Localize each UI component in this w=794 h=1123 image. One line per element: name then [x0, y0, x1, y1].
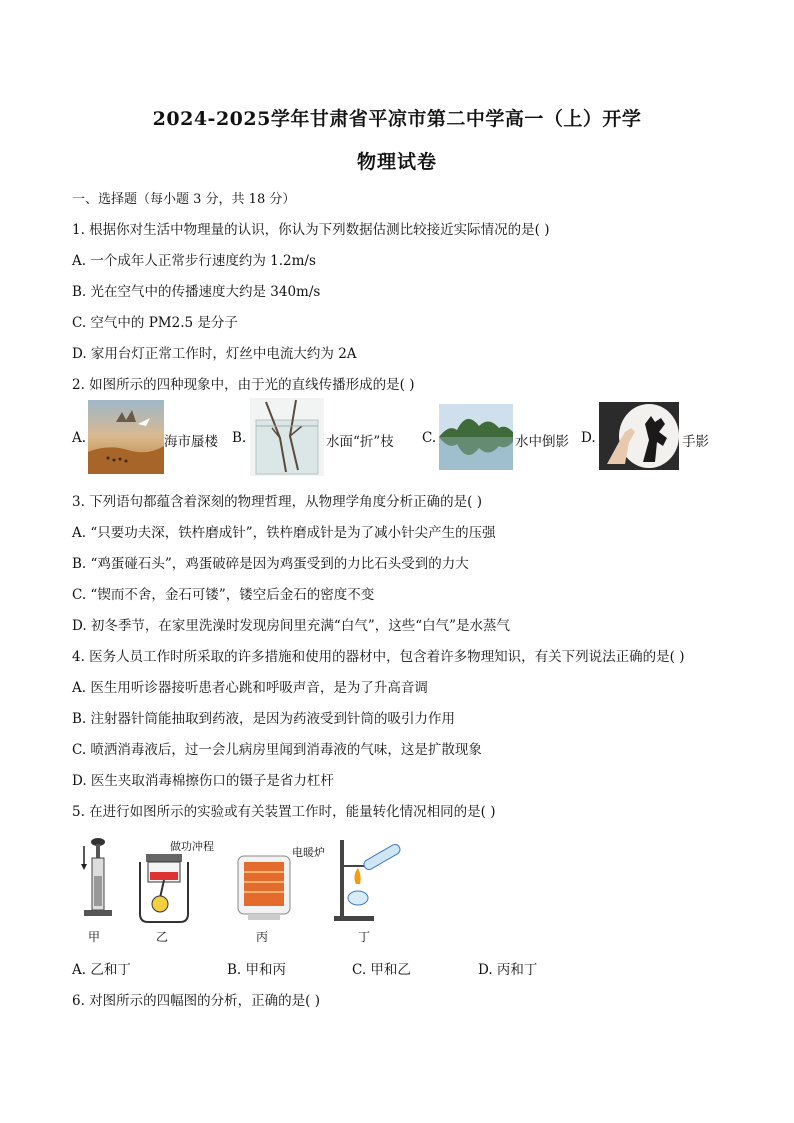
question-4-option-b: B. 注射器针筒能抽取到药液，是因为药液受到针筒的吸引力作用: [72, 711, 456, 727]
question-3-stem: 3. 下列语句都蕴含着深刻的物理哲理，从物理学角度分析正确的是( ): [72, 494, 482, 510]
figure-label-yi: 乙: [156, 930, 169, 944]
question-3-option-a: A. “只要功夫深，铁杵磨成针”，铁杵磨成针是为了减小针尖产生的压强: [72, 525, 496, 541]
question-6-stem: 6. 对图所示的四幅图的分析，正确的是( ): [72, 993, 320, 1009]
fire-syringe-drawing: [78, 836, 118, 924]
question-2-option-d-letter: D.: [581, 430, 596, 446]
question-2-option-c-letter: C.: [422, 430, 437, 446]
question-5-option-d: D. 丙和丁: [478, 962, 538, 978]
question-2-options: [72, 398, 732, 474]
question-2-stem: 2. 如图所示的四种现象中，由于光的直线传播形成的是( ): [72, 377, 415, 393]
hand-shadow-image: [599, 402, 679, 470]
question-4-option-c: C. 喷洒消毒液后，过一会儿病房里闻到消毒液的气味，这是扩散现象: [72, 742, 482, 758]
figure-label-bing: 丙: [256, 930, 269, 944]
question-3-option-b: B. “鸡蛋碰石头”，鸡蛋破碎是因为鸡蛋受到的力比石头受到的力大: [72, 556, 469, 572]
question-1-option-b: B. 光在空气中的传播速度大约是 340m/s: [72, 284, 321, 300]
question-2-option-c-text: 水中倒影: [515, 434, 569, 450]
question-1-option-d: D. 家用台灯正常工作时，灯丝中电流大约为 2A: [72, 346, 357, 362]
bent-branch-image: [250, 398, 324, 476]
question-1-option-c: C. 空气中的 PM2.5 是分子: [72, 315, 238, 331]
question-2-option-b-text: 水面“折”枝: [326, 434, 394, 450]
question-2-option-a-text: 海市蜃楼: [164, 434, 218, 450]
reflection-image: [439, 404, 513, 470]
figure-caption-heater: 电暖炉: [292, 846, 325, 859]
exam-title-line1: 2024-2025学年甘肃省平凉市第二中学高一（上）开学: [152, 108, 642, 130]
exam-title-line2: 物理试卷: [356, 151, 437, 173]
question-4-stem: 4. 医务人员工作时所采取的许多措施和使用的器材中，包含着许多物理知识，有关下列说法正确的是( ): [72, 649, 685, 665]
question-5-option-b: B. 甲和丙: [227, 962, 287, 978]
test-tube-heating-drawing: [334, 836, 406, 924]
engine-stroke-drawing: [134, 852, 194, 924]
section-heading: 一、选择题（每小题 3 分，共 18 分）: [72, 192, 296, 207]
figure-label-jia: 甲: [88, 930, 101, 944]
question-3-option-d: D. 初冬季节，在家里洗澡时发现房间里充满“白气”，这些“白气”是水蒸气: [72, 618, 511, 634]
question-2-option-d-text: 手影: [682, 434, 709, 450]
question-4-option-d: D. 医生夹取消毒棉擦伤口的镊子是省力杠杆: [72, 773, 334, 789]
question-2-option-b-letter: B.: [232, 430, 247, 446]
question-5-option-c: C. 甲和乙: [352, 962, 411, 978]
electric-heater-drawing: [236, 854, 292, 922]
mirage-image: [88, 400, 164, 474]
question-1-stem: 1. 根据你对生活中物理量的认识，你认为下列数据估测比较接近实际情况的是( ): [72, 222, 550, 238]
question-1-option-a: A. 一个成年人正常步行速度约为 1.2m/s: [72, 253, 316, 269]
question-3-option-c: C. “锲而不舍，金石可镂”，镂空后金石的密度不变: [72, 587, 375, 603]
question-4-option-a: A. 医生用听诊器接听患者心跳和呼吸声音，是为了升高音调: [72, 680, 428, 696]
question-5-option-a: A. 乙和丁: [72, 962, 131, 978]
question-5-figure: [78, 836, 418, 944]
figure-caption-stroke: 做功冲程: [170, 840, 214, 853]
question-5-stem: 5. 在进行如图所示的实验或有关装置工作时，能量转化情况相同的是( ): [72, 804, 496, 820]
figure-label-ding: 丁: [358, 930, 371, 944]
question-2-option-a-letter: A.: [72, 430, 87, 446]
